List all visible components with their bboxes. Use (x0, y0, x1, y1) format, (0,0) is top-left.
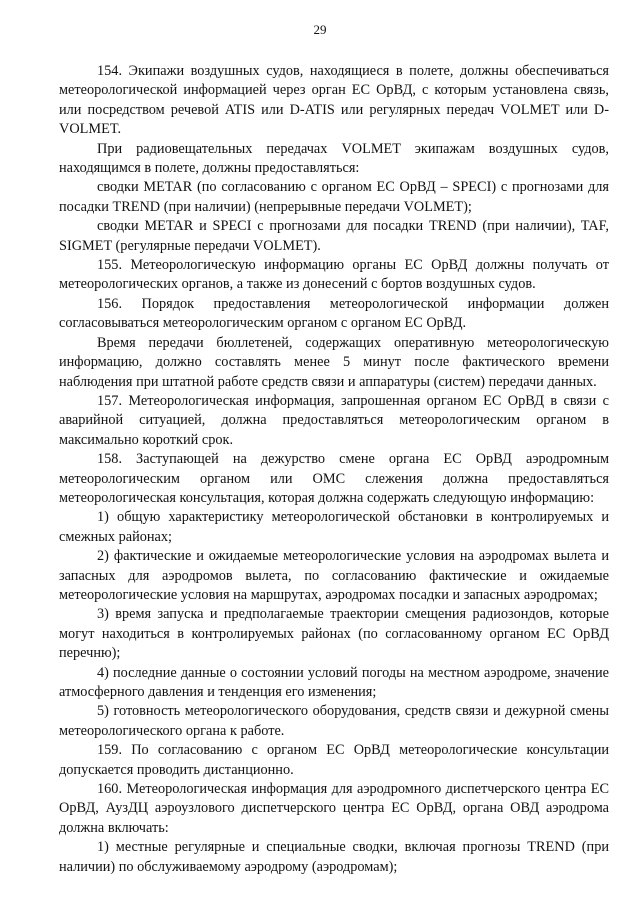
paragraph: 1) общую характеристику метеорологической обстановки в контролируемых и смежных районах; (59, 509, 609, 545)
paragraph: Время передачи бюллетеней, содержащих оперативную метеорологическую информацию, должно составлять менее 5 минут после фактического времени наблюдения при штатной работе средств связи и аппаратуры (систем) передачи данных. (59, 334, 609, 390)
paragraph: 1) местные регулярные и специальные сводки, включая прогнозы TREND (при наличии) по обслуживаемому аэродрому (аэродромам); (59, 839, 609, 875)
page-number: 29 (313, 22, 327, 37)
paragraph: 159. По согласованию с органом ЕС ОрВД метеорологические консультации допускается проводить дистанционно. (59, 742, 609, 778)
paragraph: сводки METAR и SPECI с прогнозами для посадки TREND (при наличии), TAF, SIGMET (регулярные передачи VOLMET). (59, 218, 609, 254)
paragraph: 160. Метеорологическая информация для аэродромного диспетчерского центра ЕС ОрВД, АузДЦ аэроузлового диспетчерского центра ЕС ОрВД, органа ОВД аэродрома должна включать: (59, 781, 609, 836)
paragraph: 3) время запуска и предполагаемые траектории смещения радиозондов, которые могут находиться в контролируемых районах (по согласованному органом ЕС ОрВД перечню); (59, 606, 609, 662)
paragraph: 2) фактические и ожидаемые метеорологические условия на аэродромах вылета и запасных для аэродромов вылета, по согласованию фактические и ожидаемые метеорологические условия на маршрутах, аэродромах посадки и запасных аэродромах; (59, 548, 609, 603)
paragraph: 154. Экипажи воздушных судов, находящиеся в полете, должны обеспечиваться метеорологической информацией через орган ЕС ОрВД, с которым установлена связь, или посредством речевой ATIS или D-ATIS или регулярных передач VOLMET или D-VOLMET. (59, 63, 609, 138)
paragraph: 155. Метеорологическую информацию органы ЕС ОрВД должны получать от метеорологических органов, а также из донесений с бортов воздушных судов. (59, 257, 609, 293)
document-body (59, 62, 609, 877)
paragraph: 156. Порядок предоставления метеорологической информации должен согласовываться метеорологическим органом с органом ЕС ОрВД. (59, 295, 609, 332)
paragraph: 157. Метеорологическая информация, запрошенная органом ЕС ОрВД в связи с аварийной ситуацией, должна предоставляться метеорологическим органом в максимально короткий срок. (59, 392, 609, 448)
paragraph: 4) последние данные о состоянии условий погоды на местном аэродроме, значение атмосферного давления и тенденция его изменения; (59, 664, 609, 700)
paragraph: При радиовещательных передачах VOLMET экипажам воздушных судов, находящимся в полете, должны предоставляться: (59, 140, 609, 177)
paragraph: 5) готовность метеорологического оборудования, средств связи и дежурной смены метеорологического органа к работе. (59, 703, 609, 739)
paragraph: 158. Заступающей на дежурство смене органа ЕС ОрВД аэродромным метеорологическим органом или ОМС слежения должна предоставляться метеорологическая консультация, которая должна содержать следующую информацию: (59, 451, 609, 506)
paragraph: сводки METAR (по согласованию с органом ЕС ОрВД – SPECI) с прогнозами для посадки TREND (при наличии) (непрерывные передачи VOLMET); (59, 179, 609, 215)
